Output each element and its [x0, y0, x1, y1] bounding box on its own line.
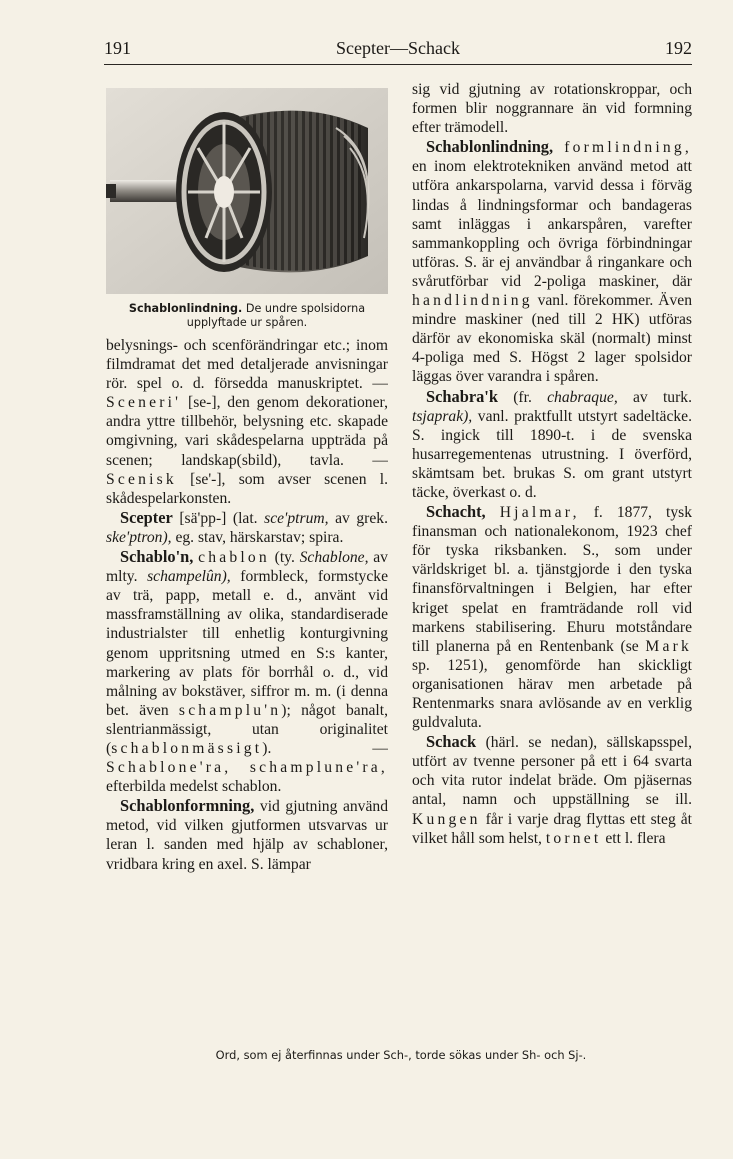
- headword-scepter: Scepter: [120, 507, 173, 527]
- entry-schack: Schack (härl. se nedan), sällskapsspel, utfört av tvenne personer på ett i 64 svarta och vita rutor indelat bräde. Om pjäsernas antal, namn och uppställning se ill. Kungen får i varje drag flyttas ett steg åt vilket håll som helst, tornet ett l. flera: [412, 732, 692, 847]
- headword-schablonformning: Schablonformning,: [120, 796, 255, 816]
- entry-schablon: Schablo'n, chablon (ty. Schablone, av mlty. schampelûn), formbleck, formstycke av trä, papp, metall e. d., använt vid massframställning av olika, standardiserade industrialster till enhetlig konturgivning genom uppritsning utmed en S:s kanter, markering av plats för borrhål o. d., vid målning av bokstäver, siffror m. m. (i denna bet. även schamplu'n); något banalt, slentrianmässigt, utan originalitet (schablonmässigt). — Schablone'ra, schamplune'ra, efterbilda medelst schablon.: [106, 547, 388, 796]
- entry-schacht: Schacht, Hjalmar, f. 1877, tysk finansman och nationalekonom, 1923 chef för tyska riksbanken. S., som under världskriget bl. a. tjänstgjorde i den tyska finansförvaltningen i Belgien, har efter kriget spelat en framträdande roll vid markens stabilisering. Ehuru motståndare till planerna på en Rentenbank (se Mark sp. 1251), genomförde han skickligt organisationen härav men arbetade på Rentenmarks snara avlösande av en verklig guldvaluta.: [412, 502, 692, 732]
- right-page-number: 192: [665, 38, 692, 58]
- entry-schabrak: Schabra'k (fr. chabraque, av turk. tsjaprak), vanl. praktfullt utstyrt sadeltäcke. S. ingick till 1890-t. i de svenska husarregementenas utrustning. I överförd, skämtsam bet. brukas S. om grant utstyrt täcke, överkast o. d.: [412, 386, 692, 501]
- headword-schacht: Schacht,: [426, 502, 486, 522]
- entry-schablonlindning: Schablonlindning, formlindning, en inom elektrotekniken använd metod att utföra ankarspolarna, varvid dessa i förväg lindas å lindningsformar och bandageras samt inläggas i ankarspåren, varefter sammankoppling och övriga förbindningar utföras. S. är ej användbar å ringankare och svårutförbar vid 2-poliga maskiner, där handlindning vanl. förekommer. Även mindre maskiner (ned till 2 HK) utföras därför av ekonomiska skäl (normalt) minst 4-poliga med S. Högst 2 lager spolsidor läggas över varandra i spåren.: [412, 137, 692, 386]
- entry-sceneri: belysnings- och scenförändringar etc.; inom filmdramat det med detaljerade anvisningar rör. spel o. d. försedda manuskriptet. — Sceneri' [se-], den genom dekorationer, andra yttre tillbehör, belysning etc. skapade omgivning, vari skådespelarna uppträda på scenen; landskap(sbild), tavla. — Scenisk [se'-], som avser scenen l. skådespelarkonsten.: [106, 337, 388, 507]
- rotor-photo-icon: [106, 88, 388, 294]
- headword-sceneri: Sceneri': [106, 394, 182, 412]
- header-rule: [104, 64, 692, 65]
- headword-scenisk: Scenisk: [106, 470, 177, 488]
- entry-scepter: Scepter [sä'pp-] (lat. sce'ptrum, av grek. ske'ptron), eg. stav, härskarstav; spira.: [106, 507, 388, 546]
- left-column: [106, 76, 388, 1036]
- headword-schabrak: Schabra'k: [426, 386, 498, 406]
- caption-head: Schablonlindning.: [128, 302, 243, 315]
- headword-schablon: Schablo'n,: [120, 547, 194, 567]
- footer-note: Ord, som ej återfinnas under Sch-, torde sökas under Sh- och Sj-.: [215, 1048, 587, 1062]
- continuation-text: sig vid gjutning av rotationskroppar, och formen blir noggrannare än vid formning efter trämodell.: [412, 81, 692, 137]
- figure-caption: [106, 302, 388, 330]
- header-title: Scepter—Schack: [336, 38, 460, 58]
- left-page-number: 191: [104, 38, 131, 58]
- right-column: [412, 80, 692, 1040]
- entry-schablonformning: Schablonformning, vid gjutning använd metod, vid vilken gjutformen utsvarvas ur leran l. sanden med hjälp av schabloner, vridbara kring en axel. S. lämpar: [106, 796, 388, 873]
- figure: [106, 76, 388, 294]
- rotor-illustration: [106, 88, 388, 294]
- headword-schablonlindning: Schablonlindning,: [426, 137, 554, 157]
- headword-schack: Schack: [426, 732, 477, 752]
- caption-text: De undre spolsidorna upplyftade ur spåren.: [186, 302, 366, 329]
